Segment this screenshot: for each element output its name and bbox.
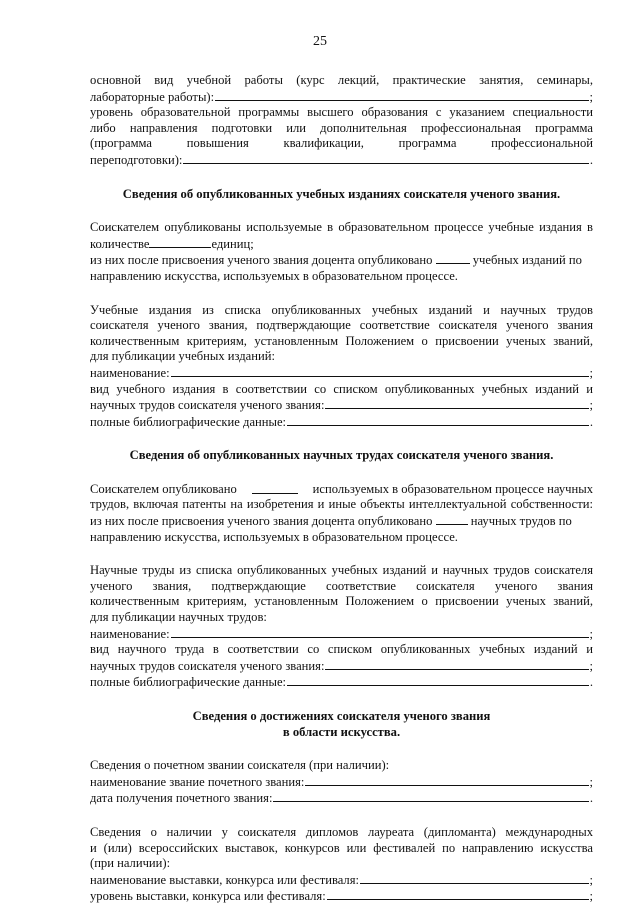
text-line: трудов, включая патенты на изобретения и иные объекты интеллектуальной собственности:: [90, 497, 593, 512]
field-label: полные библиографические данные:: [90, 675, 287, 690]
field-label: переподготовки):: [90, 152, 183, 167]
punctuation: .: [589, 675, 593, 690]
punctuation: ;: [589, 89, 593, 104]
punctuation: ;: [589, 398, 593, 413]
program-level-field-row: [90, 152, 593, 169]
honorary-title-field[interactable]: [305, 774, 588, 786]
scientific-biblio-field[interactable]: [287, 674, 589, 686]
textbook-kind-field[interactable]: [325, 397, 588, 409]
field-label: лабораторные работы):: [90, 89, 215, 104]
punctuation: ;: [589, 774, 593, 789]
text-fragment: количестве: [90, 236, 150, 251]
text-line: ученого звания, подтверждающие соответствие соискателя ученого звания: [90, 578, 593, 593]
text-fragment: из них после присвоения ученого звания доцента опубликовано: [90, 253, 433, 268]
section-heading-achievements-line2: в области искусства.: [282, 724, 401, 739]
scientific-after-docent-count-field[interactable]: [436, 513, 468, 525]
text-line: Учебные издания из списка опубликованных учебных изданий и научных трудов: [90, 302, 593, 317]
field-label: дата получения почетного звания:: [90, 791, 273, 806]
field-label: наименование:: [90, 626, 170, 641]
textbook-name-field[interactable]: [171, 365, 589, 377]
page-content: [90, 73, 593, 905]
scientific-kind-field-row: [90, 658, 593, 675]
text-fragment: Соискателем опубликовано: [90, 481, 237, 496]
text-line: направлению искусства, используемых в образовательном процессе.: [90, 529, 458, 544]
text-line: вид учебного издания в соответствии со списком опубликованных учебных изданий и: [90, 381, 593, 396]
field-label: наименование:: [90, 365, 170, 380]
text-fragment: единиц;: [211, 236, 254, 251]
honorary-date-field[interactable]: [273, 790, 588, 802]
work-type-field[interactable]: [215, 89, 588, 101]
textbook-biblio-field-row: [90, 414, 593, 431]
exhibition-level-field[interactable]: [327, 888, 589, 900]
text-line: и (или) всероссийских выставок, конкурсов или фестивалей по направлению искусства: [90, 840, 593, 855]
punctuation: .: [589, 152, 593, 167]
text-line: вид научного труда в соответствии со списком опубликованных учебных изданий и: [90, 642, 593, 657]
text-line: уровень образовательной программы высшего образования с указанием специальности: [90, 105, 593, 120]
text-fragment: из них после присвоения ученого звания доцента опубликовано: [90, 514, 433, 529]
text-line: Научные труды из списка опубликованных учебных изданий и научных трудов соискателя: [90, 563, 593, 578]
text-line: [90, 252, 593, 269]
text-fragment: используемых в образовательном процессе научных: [312, 481, 593, 496]
field-label: наименование выставки, конкурса или фестиваля:: [90, 872, 359, 887]
text-line: количественным критериям, установленным Положением о присвоении ученых званий,: [90, 333, 593, 348]
text-line: для публикации научных трудов:: [90, 610, 267, 625]
text-line: [90, 236, 593, 253]
text-line: либо направления подготовки или дополнительная профессиональная программа: [90, 120, 593, 135]
exhibition-level-field-row: [90, 888, 593, 905]
text-line: Соискателем опубликованы используемые в образовательном процессе учебные издания в: [90, 220, 593, 235]
field-label: полные библиографические данные:: [90, 414, 287, 429]
scientific-biblio-field-row: [90, 674, 593, 691]
exhibition-name-field[interactable]: [360, 872, 589, 884]
work-type-field-row: [90, 89, 593, 106]
punctuation: ;: [589, 889, 593, 904]
text-line: Сведения о почетном звании соискателя (при наличии):: [90, 758, 390, 773]
scientific-name-field-row: [90, 626, 593, 643]
textbook-kind-field-row: [90, 397, 593, 414]
punctuation: ;: [589, 626, 593, 641]
section-heading-scientific-works: Сведения об опубликованных научных трудах соискателя ученого звания.: [129, 448, 554, 463]
text-line: (программа повышения квалификации, программа профессиональной: [90, 136, 593, 151]
punctuation: ;: [589, 872, 593, 887]
textbook-after-docent-count-field[interactable]: [436, 252, 470, 264]
scientific-name-field[interactable]: [171, 626, 589, 638]
field-label: наименование звание почетного звания:: [90, 774, 305, 789]
textbook-biblio-field[interactable]: [287, 414, 589, 426]
section-heading-achievements: Сведения о достижениях соискателя ученого звания: [192, 709, 491, 723]
text-line: Сведения о наличии у соискателя дипломов лауреата (дипломанта) международных: [90, 824, 593, 839]
textbook-name-field-row: [90, 365, 593, 382]
text-fragment: научных трудов по: [470, 514, 572, 529]
honorary-date-field-row: [90, 790, 593, 807]
exhibition-name-field-row: [90, 872, 593, 889]
text-line: для публикации учебных изданий:: [90, 349, 275, 364]
text-line: (при наличии):: [90, 856, 171, 871]
page-number: 25: [313, 34, 327, 49]
field-label: уровень выставки, конкурса или фестиваля:: [90, 889, 326, 904]
punctuation: ;: [589, 365, 593, 380]
punctuation: .: [589, 791, 593, 806]
text-line: направлению искусства, используемых в образовательном процессе.: [90, 268, 458, 283]
text-line: соискателя ученого звания, подтверждающие соответствие соискателя ученого звания: [90, 318, 593, 333]
honorary-title-field-row: [90, 774, 593, 791]
text-line: [90, 482, 593, 498]
scientific-works-count-field[interactable]: [252, 482, 298, 494]
section-heading-textbooks: Сведения об опубликованных учебных изданиях соискателя ученого звания.: [122, 186, 561, 201]
textbook-count-field[interactable]: [149, 236, 211, 248]
text-fragment: учебных изданий по: [472, 253, 582, 268]
field-label: научных трудов соискателя ученого звания:: [90, 658, 325, 673]
punctuation: ;: [589, 658, 593, 673]
program-level-field[interactable]: [183, 152, 588, 164]
punctuation: .: [589, 414, 593, 429]
field-label: научных трудов соискателя ученого звания:: [90, 398, 325, 413]
scientific-kind-field[interactable]: [325, 658, 588, 670]
text-line: количественным критериям, установленным Положением о присвоении ученых званий,: [90, 594, 593, 609]
text-line: основной вид учебной работы (курс лекций, практические занятия, семинары,: [90, 73, 593, 87]
text-line: [90, 513, 593, 530]
